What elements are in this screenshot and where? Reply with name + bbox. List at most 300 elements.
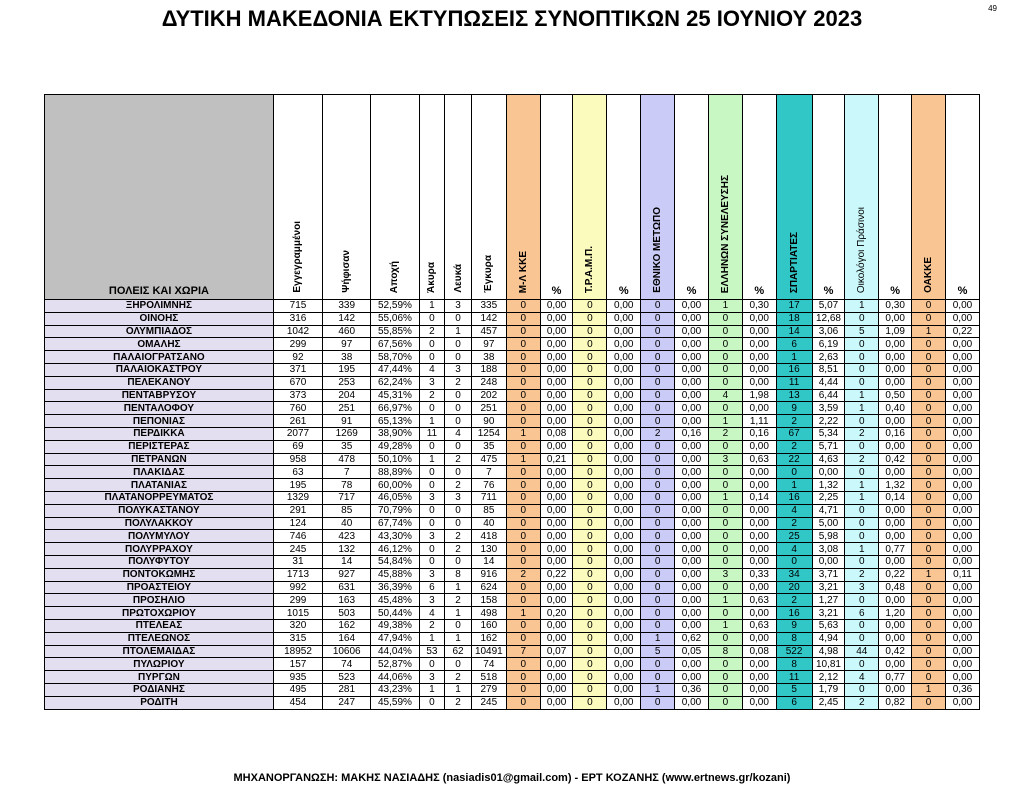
cell-spartiates-votes: 6 [776,696,812,709]
cell-abstention: 45,48% [371,594,419,607]
cell-spartiates-pct: 6,44 [812,389,845,402]
cell-ellinon-votes: 0 [708,683,742,696]
cell-spartiates-votes: 1 [776,479,812,492]
cell-tramp-pct: 0,00 [607,363,641,376]
cell-ellinon-votes: 0 [708,466,742,479]
cell-ethniko-votes: 0 [641,581,675,594]
cell-oakke-pct: 0,00 [945,466,979,479]
table-row [45,607,980,620]
cell-spartiates-pct: 3,08 [812,543,845,556]
cell-kke-pct: 0,21 [540,453,573,466]
cell-place-name: ΠΕΡΔΙΚΚΑ [45,427,274,440]
cell-blank: 4 [445,427,472,440]
cell-ellinon-pct: 0,00 [742,338,776,351]
cell-registered: 92 [273,351,322,364]
cell-kke-votes: 0 [506,338,540,351]
cell-oakke-pct: 0,00 [945,581,979,594]
cell-oakke-votes: 0 [912,427,946,440]
cell-oikologoi-pct: 0,00 [879,376,912,389]
table-row [45,581,980,594]
cell-tramp-votes: 0 [573,491,607,504]
cell-kke-pct: 0,08 [540,427,573,440]
cell-spartiates-votes: 4 [776,504,812,517]
cell-kke-votes: 7 [506,645,540,658]
cell-ellinon-pct: 0,00 [742,479,776,492]
cell-tramp-votes: 0 [573,466,607,479]
page-title: ΔΥΤΙΚΗ ΜΑΚΕΔΟΝΙΑ ΕΚΤΥΠΩΣΕΙΣ ΣΥΝΟΠΤΙΚΩΝ 25 ΙΟΥΝΙΟΥ 2023 [161,6,863,31]
table-row [45,389,980,402]
cell-kke-votes: 0 [506,555,540,568]
cell-kke-votes: 0 [506,530,540,543]
cell-tramp-pct: 0,00 [607,619,641,632]
header-valid-label: Έγκυρα [483,255,495,293]
cell-oikologoi-votes: 0 [845,683,879,696]
cell-tramp-pct: 0,00 [607,517,641,530]
cell-valid: 162 [471,632,506,645]
cell-oakke-votes: 0 [912,389,946,402]
cell-tramp-pct: 0,00 [607,338,641,351]
cell-tramp-votes: 0 [573,594,607,607]
cell-kke-pct: 0,00 [540,619,573,632]
cell-ellinon-votes: 0 [708,517,742,530]
table-row [45,376,980,389]
cell-oikologoi-pct: 0,42 [879,453,912,466]
cell-valid: 160 [471,619,506,632]
cell-tramp-pct: 0,00 [607,389,641,402]
cell-tramp-pct: 0,00 [607,632,641,645]
cell-oakke-votes: 0 [912,543,946,556]
cell-oakke-pct: 0,00 [945,415,979,428]
cell-registered: 291 [273,504,322,517]
cell-oakke-votes: 0 [912,402,946,415]
cell-tramp-votes: 0 [573,363,607,376]
cell-oikologoi-votes: 0 [845,632,879,645]
cell-oikologoi-votes: 1 [845,402,879,415]
cell-kke-pct: 0,07 [540,645,573,658]
cell-abstention: 43,30% [371,530,419,543]
cell-oikologoi-votes: 1 [845,479,879,492]
cell-tramp-votes: 0 [573,325,607,338]
cell-oikologoi-votes: 5 [845,325,879,338]
cell-oakke-votes: 0 [912,504,946,517]
cell-tramp-votes: 0 [573,607,607,620]
cell-oakke-pct: 0,00 [945,300,979,313]
cell-ethniko-votes: 0 [641,517,675,530]
cell-ellinon-pct: 0,00 [742,351,776,364]
cell-oikologoi-votes: 1 [845,389,879,402]
cell-oikologoi-votes: 1 [845,300,879,313]
cell-ellinon-votes: 0 [708,607,742,620]
cell-oikologoi-votes: 0 [845,338,879,351]
cell-ethniko-votes: 0 [641,658,675,671]
table-row [45,658,980,671]
cell-ellinon-votes: 0 [708,504,742,517]
cell-tramp-pct: 0,00 [607,427,641,440]
cell-tramp-votes: 0 [573,645,607,658]
cell-place-name: ΡΟΔΙΑΝΗΣ [45,683,274,696]
cell-ellinon-pct: 0,00 [742,466,776,479]
cell-ellinon-pct: 0,00 [742,555,776,568]
cell-registered: 299 [273,338,322,351]
cell-ethniko-pct: 0,00 [675,466,709,479]
cell-blank: 0 [445,555,472,568]
cell-ethniko-pct: 0,00 [675,530,709,543]
cell-registered: 245 [273,543,322,556]
cell-kke-votes: 1 [506,453,540,466]
cell-ethniko-votes: 2 [641,427,675,440]
cell-tramp-votes: 0 [573,300,607,313]
cell-blank: 2 [445,594,472,607]
cell-kke-pct: 0,00 [540,325,573,338]
cell-abstention: 38,90% [371,427,419,440]
cell-ellinon-pct: 1,98 [742,389,776,402]
cell-voted: 717 [323,491,371,504]
cell-valid: 279 [471,683,506,696]
cell-valid: 498 [471,607,506,620]
cell-kke-pct: 0,00 [540,543,573,556]
cell-place-name: ΠΛΑΤΑΝΙΑΣ [45,479,274,492]
cell-invalid: 2 [419,389,445,402]
cell-ethniko-pct: 0,00 [675,696,709,709]
table-row [45,632,980,645]
cell-tramp-votes: 0 [573,402,607,415]
header-oakke-pct [945,95,979,300]
cell-blank: 2 [445,696,472,709]
cell-tramp-votes: 0 [573,389,607,402]
cell-spartiates-pct: 6,19 [812,338,845,351]
cell-invalid: 1 [419,683,445,696]
cell-spartiates-votes: 20 [776,581,812,594]
cell-invalid: 4 [419,363,445,376]
cell-tramp-pct: 0,00 [607,504,641,517]
cell-registered: 157 [273,658,322,671]
cell-registered: 1042 [273,325,322,338]
cell-oikologoi-votes: 1 [845,491,879,504]
cell-ethniko-pct: 0,00 [675,440,709,453]
cell-kke-pct: 0,00 [540,671,573,684]
cell-place-name: ΠΟΛΥΡΡΑΧΟΥ [45,543,274,556]
cell-blank: 1 [445,632,472,645]
cell-oikologoi-pct: 0,16 [879,427,912,440]
cell-tramp-votes: 0 [573,671,607,684]
cell-ellinon-votes: 0 [708,696,742,709]
cell-oikologoi-pct: 0,00 [879,517,912,530]
cell-invalid: 0 [419,440,445,453]
cell-ellinon-pct: 0,00 [742,504,776,517]
cell-place-name: ΠΕΛΕΚΑΝΟΥ [45,376,274,389]
cell-blank: 0 [445,517,472,530]
cell-kke-votes: 0 [506,619,540,632]
cell-oakke-pct: 0,00 [945,517,979,530]
cell-kke-pct: 0,00 [540,402,573,415]
table-row [45,415,980,428]
cell-ellinon-votes: 1 [708,415,742,428]
cell-oakke-votes: 0 [912,658,946,671]
cell-spartiates-pct: 4,44 [812,376,845,389]
cell-tramp-pct: 0,00 [607,581,641,594]
header-registered-label: Εγγεγραμμένοι [292,221,304,293]
cell-valid: 7 [471,466,506,479]
cell-valid: 97 [471,338,506,351]
cell-invalid: 3 [419,568,445,581]
cell-valid: 38 [471,351,506,364]
cell-ellinon-votes: 1 [708,491,742,504]
cell-kke-votes: 0 [506,479,540,492]
cell-place-name: ΟΛΥΜΠΙΑΔΟΣ [45,325,274,338]
cell-abstention: 70,79% [371,504,419,517]
cell-registered: 715 [273,300,322,313]
cell-ellinon-votes: 0 [708,402,742,415]
cell-tramp-pct: 0,00 [607,402,641,415]
cell-abstention: 50,10% [371,453,419,466]
cell-ellinon-pct: 0,00 [742,632,776,645]
cell-ethniko-pct: 0,00 [675,504,709,517]
cell-ethniko-votes: 0 [641,479,675,492]
cell-invalid: 3 [419,671,445,684]
cell-spartiates-pct: 4,98 [812,645,845,658]
cell-oikologoi-pct: 0,77 [879,671,912,684]
cell-oakke-pct: 0,00 [945,338,979,351]
header-pct-label: % [754,285,765,297]
cell-oakke-pct: 0,00 [945,632,979,645]
cell-voted: 74 [323,658,371,671]
cell-ethniko-votes: 0 [641,491,675,504]
cell-registered: 760 [273,402,322,415]
header-pct-label: % [823,285,834,297]
cell-oakke-pct: 0,00 [945,389,979,402]
cell-tramp-votes: 0 [573,504,607,517]
cell-oikologoi-pct: 0,00 [879,466,912,479]
cell-oikologoi-pct: 0,50 [879,389,912,402]
cell-tramp-votes: 0 [573,517,607,530]
cell-ellinon-votes: 0 [708,658,742,671]
cell-valid: 711 [471,491,506,504]
cell-oakke-votes: 0 [912,491,946,504]
cell-place-name: ΠΡΩΤΟΧΩΡΙΟΥ [45,607,274,620]
cell-place-name: ΠΡΟΑΣΤΕΙΟΥ [45,581,274,594]
header-voted-label: Ψήφισαν [341,250,353,293]
cell-blank: 0 [445,415,472,428]
cell-tramp-votes: 0 [573,568,607,581]
cell-ellinon-votes: 0 [708,632,742,645]
cell-ellinon-votes: 0 [708,363,742,376]
cell-oikologoi-votes: 0 [845,312,879,325]
cell-ethniko-votes: 0 [641,440,675,453]
cell-oikologoi-votes: 0 [845,351,879,364]
cell-abstention: 47,44% [371,363,419,376]
cell-oikologoi-pct: 1,20 [879,607,912,620]
cell-ethniko-votes: 1 [641,683,675,696]
results-body [45,300,980,710]
cell-voted: 97 [323,338,371,351]
cell-oakke-votes: 0 [912,440,946,453]
cell-ellinon-votes: 3 [708,453,742,466]
header-valid [471,95,506,300]
header-invalid-label: Άκυρα [426,262,438,293]
cell-oikologoi-votes: 4 [845,671,879,684]
cell-spartiates-votes: 9 [776,619,812,632]
cell-oikologoi-votes: 0 [845,504,879,517]
cell-ethniko-votes: 0 [641,300,675,313]
cell-ellinon-votes: 0 [708,376,742,389]
cell-blank: 1 [445,683,472,696]
cell-tramp-votes: 0 [573,632,607,645]
cell-oakke-votes: 0 [912,338,946,351]
cell-ethniko-votes: 1 [641,632,675,645]
cell-place-name: ΠΤΟΛΕΜΑΙΔΑΣ [45,645,274,658]
cell-place-name: ΠΟΛΥΛΑΚΚΟΥ [45,517,274,530]
cell-ellinon-pct: 0,14 [742,491,776,504]
cell-valid: 10491 [471,645,506,658]
cell-oikologoi-votes: 0 [845,594,879,607]
header-pct-label: % [618,285,629,297]
cell-voted: 460 [323,325,371,338]
cell-voted: 7 [323,466,371,479]
cell-invalid: 3 [419,530,445,543]
cell-spartiates-pct: 0,00 [812,555,845,568]
cell-ethniko-votes: 0 [641,530,675,543]
cell-oakke-pct: 0,00 [945,645,979,658]
cell-oakke-votes: 0 [912,671,946,684]
cell-oakke-pct: 0,00 [945,504,979,517]
cell-oakke-pct: 0,00 [945,491,979,504]
cell-registered: 1015 [273,607,322,620]
cell-spartiates-votes: 67 [776,427,812,440]
cell-ellinon-votes: 2 [708,427,742,440]
table-row [45,671,980,684]
table-row [45,696,980,709]
cell-blank: 0 [445,351,472,364]
cell-oikologoi-pct: 0,00 [879,351,912,364]
header-ellinon-pct [742,95,776,300]
cell-kke-pct: 0,00 [540,312,573,325]
cell-kke-pct: 0,00 [540,351,573,364]
cell-oikologoi-pct: 1,32 [879,479,912,492]
cell-voted: 251 [323,402,371,415]
header-ellinon-label: ΕΛΛΗΝΩΝ ΣΥΝΕΛΕΥΣΗΣ [719,174,731,293]
cell-place-name: ΠΑΛΑΙΟΓΡΑΤΣΑΝΟ [45,351,274,364]
cell-spartiates-votes: 1 [776,351,812,364]
cell-valid: 158 [471,594,506,607]
cell-place-name: ΟΜΑΛΗΣ [45,338,274,351]
cell-invalid: 0 [419,658,445,671]
cell-kke-pct: 0,00 [540,632,573,645]
cell-oakke-votes: 0 [912,594,946,607]
cell-oikologoi-pct: 0,42 [879,645,912,658]
cell-ethniko-pct: 0,00 [675,607,709,620]
cell-oakke-votes: 0 [912,363,946,376]
cell-ethniko-pct: 0,16 [675,427,709,440]
header-ellinon [708,95,742,300]
header-blank-label: Λευκά [452,264,464,293]
table-row [45,466,980,479]
cell-place-name: ΡΟΔΙΤΗ [45,696,274,709]
cell-tramp-pct: 0,00 [607,479,641,492]
cell-ellinon-votes: 0 [708,351,742,364]
cell-ethniko-pct: 0,00 [675,568,709,581]
cell-abstention: 52,59% [371,300,419,313]
header-oikologoi-label: Οικολόγοι Πράσινοι [856,206,868,293]
cell-spartiates-pct: 4,94 [812,632,845,645]
cell-ellinon-pct: 0,00 [742,683,776,696]
cell-abstention: 52,87% [371,658,419,671]
cell-voted: 478 [323,453,371,466]
cell-tramp-votes: 0 [573,312,607,325]
cell-kke-votes: 0 [506,363,540,376]
cell-ethniko-pct: 0,00 [675,479,709,492]
cell-ethniko-votes: 0 [641,619,675,632]
cell-kke-pct: 0,00 [540,389,573,402]
cell-ellinon-votes: 1 [708,594,742,607]
header-spartiates-label: ΣΠΑΡΤΙΑΤΕΣ [788,231,800,293]
cell-abstention: 65,13% [371,415,419,428]
cell-place-name: ΠΕΠΟΝΙΑΣ [45,415,274,428]
header-abstention [371,95,419,300]
cell-ethniko-votes: 0 [641,363,675,376]
cell-spartiates-votes: 8 [776,658,812,671]
cell-tramp-votes: 0 [573,479,607,492]
cell-abstention: 66,97% [371,402,419,415]
cell-tramp-pct: 0,00 [607,555,641,568]
cell-registered: 18952 [273,645,322,658]
cell-ellinon-votes: 0 [708,440,742,453]
cell-abstention: 60,00% [371,479,419,492]
cell-blank: 0 [445,440,472,453]
cell-ellinon-votes: 3 [708,568,742,581]
cell-oakke-votes: 0 [912,632,946,645]
cell-registered: 261 [273,415,322,428]
cell-oikologoi-pct: 0,00 [879,658,912,671]
cell-registered: 371 [273,363,322,376]
cell-invalid: 0 [419,351,445,364]
cell-oikologoi-votes: 0 [845,376,879,389]
cell-ellinon-votes: 0 [708,671,742,684]
cell-oikologoi-votes: 44 [845,645,879,658]
cell-ellinon-votes: 8 [708,645,742,658]
footer-credits: ΜΗΧΑΝΟΡΓΑΝΩΣΗ: ΜΑΚΗΣ ΝΑΣΙΑΔΗΣ (nasiadis01@gmail.com) - ΕΡΤ ΚΟΖΑΝΗΣ (www.ertnews.gr/kozani) [233,772,791,784]
cell-abstention: 45,88% [371,568,419,581]
cell-registered: 2077 [273,427,322,440]
cell-registered: 935 [273,671,322,684]
header-ethniko-pct [675,95,709,300]
cell-spartiates-pct: 8,51 [812,363,845,376]
table-row [45,325,980,338]
cell-oikologoi-pct: 0,48 [879,581,912,594]
header-row [45,95,980,300]
cell-spartiates-votes: 0 [776,555,812,568]
cell-kke-votes: 0 [506,491,540,504]
table-row [45,402,980,415]
cell-oakke-votes: 0 [912,351,946,364]
cell-spartiates-votes: 11 [776,376,812,389]
cell-ellinon-votes: 0 [708,581,742,594]
table-row [45,555,980,568]
cell-spartiates-pct: 1,79 [812,683,845,696]
cell-tramp-pct: 0,00 [607,683,641,696]
header-names: ΠΟΛΕΙΣ ΚΑΙ ΧΩΡΙΑ [45,95,274,300]
cell-spartiates-pct: 3,59 [812,402,845,415]
cell-oikologoi-pct: 0,00 [879,683,912,696]
header-kke [506,95,540,300]
cell-spartiates-pct: 3,06 [812,325,845,338]
cell-ethniko-pct: 0,00 [675,363,709,376]
cell-tramp-pct: 0,00 [607,453,641,466]
cell-ethniko-votes: 0 [641,466,675,479]
cell-valid: 142 [471,312,506,325]
table-row [45,645,980,658]
cell-ellinon-pct: 1,11 [742,415,776,428]
cell-voted: 142 [323,312,371,325]
